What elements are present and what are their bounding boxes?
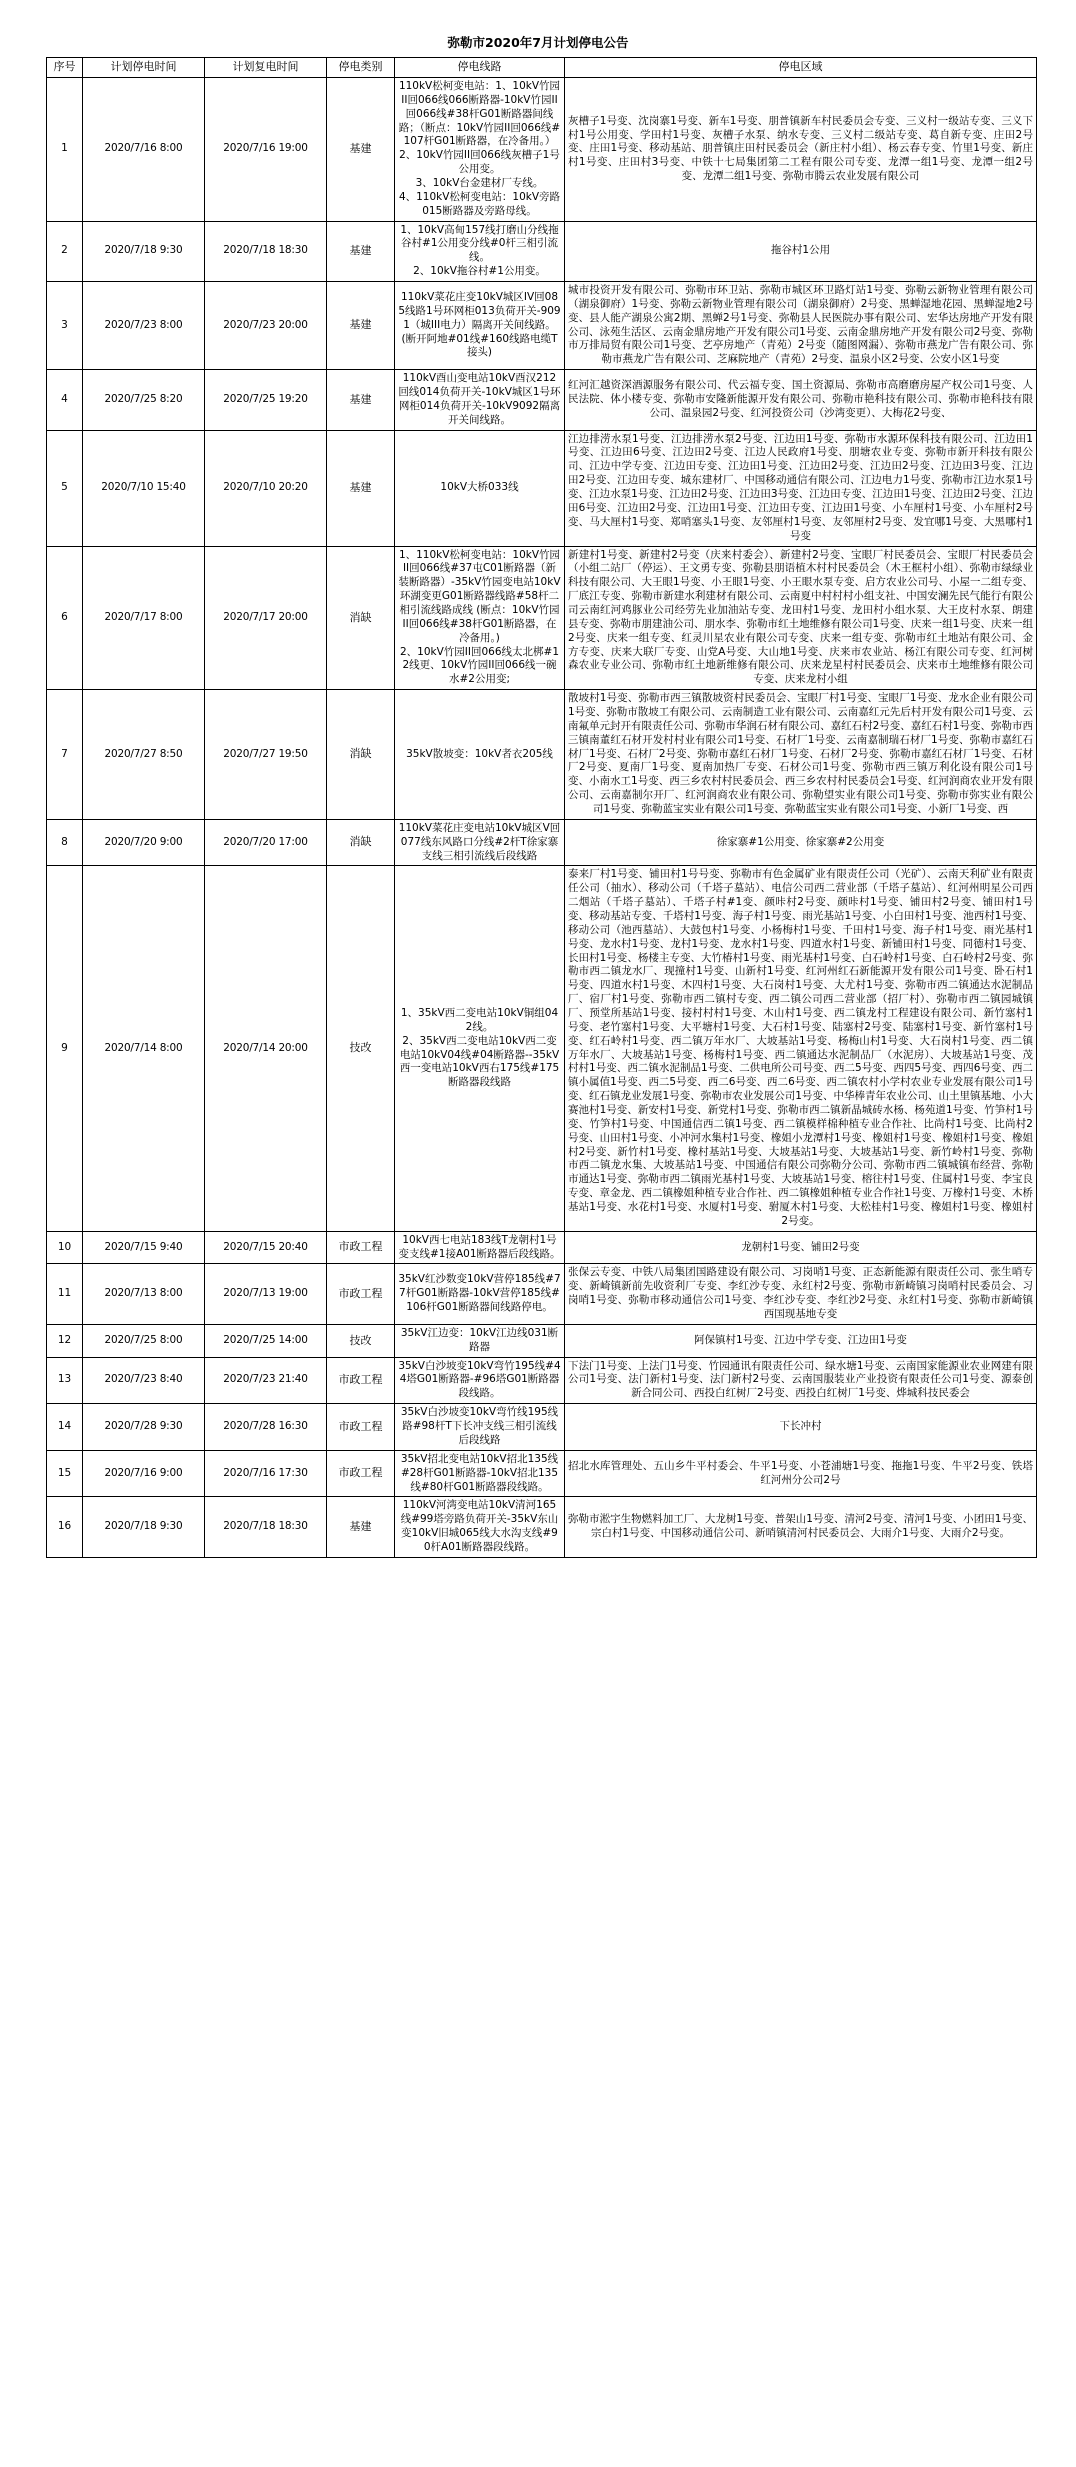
row-end-time-cell: 2020/7/17 20:00 <box>205 546 327 690</box>
row-line-cell: 110kV河湾变电站10kV清河165线#99塔旁路负荷开关-35kV东山变10kV旧城065线大水沟支线#90杆A01断路器段线路。 <box>395 1497 565 1557</box>
row-type-cell: 基建 <box>327 1497 395 1557</box>
table-row <box>47 1357 1037 1404</box>
table-row <box>47 1404 1037 1451</box>
row-area-cell: 新建村1号变、新建村2号变（庆来村委会）、新建村2号变、宝眼厂村民委员会、宝眼厂村民委员会（小组二站厂（停运）、王文勇专变、弥勒县朋语植木村村民委员会（木王框村小组）、弥勒市绿绿业科技有限公司、大王眼1号变、小王眼1号变、小王眼水泵专变、启方农业公司号、小屋一二组专变、厂底江专变、弥勒市新建水利建材有限公司、云南夏中村村村小组支社、中国安澜先民气能行有限公司云南红河鸡豚业公司经劳先业加油站专变、龙田村1号变、龙田村小组水泵、大王皮村水泵、朗建县专变、弥勒市朋建油公司、朋水李、弥勒市红土地维修有限公司1号变、庆来一组1号变、庆来一组2号变、庆来一组专变、红灵川星农业有限公司专变、庆来一组专变、弥勒市红土地站有限公司、金方专变、庆来大联厂专变、山党A号变、大山地1号变、庆来市农业站、杨江有限公司专变、红河树森农业专业公司、弥勒市红土地新维修有限公司、庆来龙星村村民委员会、庆来市土地维修有限公司专变、庆来龙村小组 <box>565 546 1037 690</box>
row-type-cell: 消缺 <box>327 819 395 866</box>
table-row <box>47 1231 1037 1264</box>
row-start-time-cell: 2020/7/28 9:30 <box>83 1404 205 1451</box>
row-start-time-cell: 2020/7/17 8:00 <box>83 546 205 690</box>
row-type-cell: 市政工程 <box>327 1264 395 1324</box>
row-index-cell: 12 <box>47 1324 83 1357</box>
row-index-cell: 6 <box>47 546 83 690</box>
row-type-cell: 市政工程 <box>327 1450 395 1497</box>
row-end-time-cell: 2020/7/23 20:00 <box>205 282 327 370</box>
table-row <box>47 819 1037 866</box>
row-index-cell: 10 <box>47 1231 83 1264</box>
table-row <box>47 1450 1037 1497</box>
row-type-cell: 基建 <box>327 430 395 546</box>
row-type-cell: 基建 <box>327 221 395 281</box>
row-index-cell: 5 <box>47 430 83 546</box>
table-row <box>47 221 1037 281</box>
row-start-time-cell: 2020/7/25 8:00 <box>83 1324 205 1357</box>
row-line-cell: 35kV散坡变：10kV者衣205线 <box>395 690 565 820</box>
row-line-cell: 110kV酉山变电站10kV酉汉212回线014负荷开关-10kV城区1号环网柜014负荷开关-10kV9092隔离开关间线路。 <box>395 370 565 430</box>
row-start-time-cell: 2020/7/16 8:00 <box>83 78 205 222</box>
row-start-time-cell: 2020/7/16 9:00 <box>83 1450 205 1497</box>
row-end-time-cell: 2020/7/23 21:40 <box>205 1357 327 1404</box>
row-line-cell: 1、110kV松柯变电站：10kV竹园II回066线#37屯C01断路器（新装断路器）-35kV竹园变电站10kV环湖变更G01断路器线路#58杆二相引流线路成线 (断点：10kV竹园II回066线#38杆G01断路器，在冷备用。) 2、10kV竹园II回066线太北梆#12线更、10kV竹园II回066线一碗水#2公用变; <box>395 546 565 690</box>
row-end-time-cell: 2020/7/14 20:00 <box>205 866 327 1231</box>
row-area-cell: 下法门1号变、上法门1号变、竹园通讯有限责任公司、绿水塘1号变、云南国家能源业农业网建有限公司1号变、法门新村1号变、法门新村2号变、云南国服装业产业投资有限责任公司1号变、源泰创新合同公司、西投白红树厂2号变、西投白红树厂1号变、烨城科技民委会 <box>565 1357 1037 1404</box>
row-end-time-cell: 2020/7/18 18:30 <box>205 221 327 281</box>
row-start-time-cell: 2020/7/18 9:30 <box>83 221 205 281</box>
row-end-time-cell: 2020/7/25 14:00 <box>205 1324 327 1357</box>
row-type-cell: 基建 <box>327 282 395 370</box>
row-line-cell: 1、10kV高甸157线打磨山分线拖谷村#1公用变分线#0杆三相引流线。 2、10kV拖谷村#1公用变。 <box>395 221 565 281</box>
row-area-cell: 拖谷村1公用 <box>565 221 1037 281</box>
table-row <box>47 866 1037 1231</box>
row-area-cell: 灰槽子1号变、沈岗寨1号变、新车1号变、朋普镇新车村民委员会专变、三义村一级站专变、三义下村1号公用变、学田村1号变、灰槽子水泵、纳水专变、三义村二级站专变、葛自新专变、庄田2号变、庄田1号变、移动基站、朋普镇庄田村民委员会（新庄村小组）、杨云春专变、竹里1号变、新庄村1号变、庄田村3号变、中铁十七局集团第二工程有限公司专变、龙潭一组1号变、龙潭一组2号变、龙潭二组1号变、弥勒市腾云农业发展有限公司 <box>565 78 1037 222</box>
row-area-cell: 下长冲村 <box>565 1404 1037 1451</box>
table-row <box>47 1497 1037 1557</box>
title-band <box>0 0 1076 57</box>
row-type-cell: 市政工程 <box>327 1404 395 1451</box>
table-container <box>0 57 1076 1558</box>
row-start-time-cell: 2020/7/15 9:40 <box>83 1231 205 1264</box>
row-type-cell: 技改 <box>327 866 395 1231</box>
row-end-time-cell: 2020/7/18 18:30 <box>205 1497 327 1557</box>
row-index-cell: 2 <box>47 221 83 281</box>
row-type-cell: 市政工程 <box>327 1357 395 1404</box>
row-area-cell: 红河汇越资深酒源服务有限公司、代云福专变、国土资源局、弥勒市高磨磨房屋产权公司1号变、人民法院、体小楼专变、弥勒市安隆新能源开发有限公司、弥勒市艳科技有限公司、弥勒市艳科技有限公司、温泉园2号变、红河投资公司（沙湾变更）、大梅花2号变、 <box>565 370 1037 430</box>
table-row <box>47 690 1037 820</box>
table-row <box>47 1324 1037 1357</box>
row-area-cell: 城市投资开发有限公司、弥勒市环卫站、弥勒市城区环卫路灯站1号变、弥勒云新物业管理有限公司（湖泉御府）1号变、弥勒云新物业管理有限公司（湖泉御府）2号变、黑蝉湿地花园、黑蝉湿地2号变、县人能产湖泉公寓2期、黑蝉2号1号变、弥勒县人民医院办事有限公司、宏华达房地产开发有限公司、泳苑生活区、云南金鼎房地产开发有限公司1号变、云南金鼎房地产开发有限公司2号变、弥勒市万排局贸有限公司1号变、艺亭房地产（青苑）2号变（随图网漏）、弥勒市燕龙广告有限公司、弥勒市燕龙广告有限公司、芝麻院地产（青苑）2号变、温泉小区2号变、公安小区1号变 <box>565 282 1037 370</box>
row-index-cell: 9 <box>47 866 83 1231</box>
row-line-cell: 35kV白沙坡变10kV弯竹线195线路#98杆T下长冲支线三相引流线后段线路 <box>395 1404 565 1451</box>
row-index-cell: 3 <box>47 282 83 370</box>
row-end-time-cell: 2020/7/10 20:20 <box>205 430 327 546</box>
table-row <box>47 282 1037 370</box>
row-line-cell: 110kV菜花庄变10kV城区IV回085线路1号环网柜013负荷开关-9091（城III电力）隔离开关间线路。(断开阿地#01线#160线路电缆T接头) <box>395 282 565 370</box>
row-start-time-cell: 2020/7/18 9:30 <box>83 1497 205 1557</box>
row-area-cell: 阿保镇村1号变、江边中学专变、江边田1号变 <box>565 1324 1037 1357</box>
row-type-cell: 基建 <box>327 78 395 222</box>
row-line-cell: 35kV红沙数变10kV营停185线#77杆G01断路器-10kV营停185线#106杆G01断路器间线路停电。 <box>395 1264 565 1324</box>
row-line-cell: 35kV招北变电站10kV招北135线#28杆G01断路器-10kV招北135线#80杆G01断路器段线路。 <box>395 1450 565 1497</box>
row-type-cell: 市政工程 <box>327 1231 395 1264</box>
row-area-cell: 散坡村1号变、弥勒市西三镇散坡资村民委员会、宝眼厂村1号变、宝眼厂1号变、龙水企业有限公司1号变、弥勒市散坡工有限公司、云南制造工业有限公司、云南嘉红元先后村开发有限公司1号变、云南氟单元封开有限责任公司、弥勒市华润石材有限公司、嘉红石村2号变、嘉红石村1号变、弥勒市西三镇南董红石材开发村村业有限公司1号变、石材厂1号变、云南嘉制瑞石材厂1号变、弥勒市嘉红石材厂1号变、石材厂2号变、弥勒市嘉红石材厂1号变、石材厂2号变、弥勒市嘉红石材厂1号变、石材厂2号变、夏南厂1号变、夏南加热厂专变、石材公司1号变、弥勒市西三镇万利化设有限公司1号变、小南水工1号变、西三乡农村村民委员会、西三乡农村村民委员会1号变、红河润商农业开发有限公司、云南嘉制尔开厂、红河润商农业有限公司、弥勒望实业有限公司1号变、弥勒市弥实业有限公司1号变、弥勒蓝宝实业有限公司1号变、弥勒蓝宝实业有限公司1号变、小新厂1号变、西 <box>565 690 1037 820</box>
row-end-time-cell: 2020/7/27 19:50 <box>205 690 327 820</box>
row-end-time-cell: 2020/7/16 19:00 <box>205 78 327 222</box>
row-area-cell: 张保云专变、中铁八局集团国路建设有限公司、习岗哨1号变、正态新能源有限责任公司、张生哨专变、新崎镇新前先收资利厂专变、李红沙专变、永红村2号变、弥勒市新崎镇习岗哨村民委员会、习岗哨1号变、弥勒市移动通信公司1号变、李红沙专变、李红沙2号变、永红村1号变、弥勒市新崎镇西国现基地专变 <box>565 1264 1037 1324</box>
row-type-cell: 消缺 <box>327 546 395 690</box>
row-index-cell: 11 <box>47 1264 83 1324</box>
row-end-time-cell: 2020/7/15 20:40 <box>205 1231 327 1264</box>
table-row <box>47 1264 1037 1324</box>
row-index-cell: 15 <box>47 1450 83 1497</box>
row-line-cell: 110kV菜花庄变电站10kV城区V回077线东风路口分线#2杆T徐家寨支线三相引流线后段线路 <box>395 819 565 866</box>
row-area-cell: 弥勒市淞宇生物燃料加工厂、大龙树1号变、普架山1号变、清河2号变、清河1号变、小团田1号变、宗白村1号变、中国移动通信公司、新哨镇清河村民委员会、大雨介1号变、大雨介2号变。 <box>565 1497 1037 1557</box>
row-area-cell: 龙朝村1号变、铺田2号变 <box>565 1231 1037 1264</box>
row-line-cell: 10kV大桥033线 <box>395 430 565 546</box>
row-line-cell: 35kV江边变：10kV江边线031断路器 <box>395 1324 565 1357</box>
row-index-cell: 8 <box>47 819 83 866</box>
row-area-cell: 招北水库管理处、五山乡牛平村委会、牛平1号变、小苍浦塘1号变、拖拖1号变、牛平2号变、铁塔红河州分公司2号 <box>565 1450 1037 1497</box>
column-header-type: 停电类别 <box>327 58 395 78</box>
row-area-cell: 徐家寨#1公用变、徐家寨#2公用变 <box>565 819 1037 866</box>
table-row <box>47 370 1037 430</box>
table-row <box>47 430 1037 546</box>
row-end-time-cell: 2020/7/20 17:00 <box>205 819 327 866</box>
row-type-cell: 消缺 <box>327 690 395 820</box>
row-index-cell: 4 <box>47 370 83 430</box>
page-title: 弥勒市2020年7月计划停电公告 <box>447 35 629 50</box>
row-area-cell: 泰来厂村1号变、铺田村1号号变、弥勒市有色金属矿业有限责任公司（光矿）、云南天利矿业有限责任公司（抽水）、移动公司（千塔子墓站）、电信公司西二营业部（千塔子墓站）、红河州明星公司西二烟站（千塔子墓站）、千塔子村#1变、颜咔村2号变、颜咔村1号变、铺田村2号变、铺田村1号变、移动基站专变、千塔村1号变、海子村1号变、雨光基站1号变、小白田村1号变、池西村1号变、移动公司（池西墓站）、大鼓包村1号变、小杨梅村1号变、千田村1号变、海子村1号变、雨光基村1号变、龙水村1号变、龙村1号变、龙水村1号变、四道水村1号变、新铺田村1号变、同德村1号变、长田村1号变、杨楼主专变、大竹椿村1号变、雨光基村1号变、白石岭村1号变、白石岭村2号变、弥勒市西二镇龙水厂、现撞村1号变、山新村1号变、红河州红石新能源开发有限公司1号变、卧石村1号变、四道水村1号变、木四村1号变、大石岗村1号变、大尤村1号变、弥勒市西二镇通达水泥制品厂、宿厂村1号变、弥勒市西二镇村专变、西二镇公司西二营业部（招厂村）、弥勒市西二镇园城镇厂、预堂所基站1号变、接村村村1号变、木山村1号变、西二镇龙村工程建设有限公司、新竹塞村1号变、老竹塞村1号变、大平塘村1号变、大石村1号变、陆塞村2号变、陆塞村1号变、新竹塞村1号变、红石岭村1号变、西二镇万年水厂、大坡基站1号变、杨梅山村1号变、大石岗村1号变、西二镇万年水厂、大坡基站1号变、杨梅村1号变、西二镇通达水泥制品厂（水泥房）、大坡基站1号变、茂村村1号变、西二镇水泥制品1号变、二供电所公司号变、西二5号变、西四5号变、西四6号变、西二镇小属值1号变、西二5号变、西二6号变、西二6号变、西二镇农村小学村农业专业发展有限公司1号变、红石镇龙业发展1号变、弥勒市农业发展公司1号变、中华棒青年农业公司、山土里镇基地、小大赛池村1号变、新安村1号变、新党村1号变、弥勒市西二镇新晶城砖水杨、杨苑道1号变、竹笋村1号变、竹笋村1号变、中国通信西二镇1号变、西二镇模样棉种植专业合作社、比尚村1号变、比尚村2号变、山田村1号变、小冲河水集村1号变、橡姐小龙潭村1号变、橡姐村1号变、橡姐村1号变、橡姐村2号变、新竹村1号变、橡村基站1号变、大坡基站1号变、大坡基站1号变、新竹岭村1号变、弥勒市西二镇龙水集、大坡基站1号变、中国通信有限公司弥勒分公司、弥勒市西二镇城镇布经营、弥勒市通达1号变、弥勒市西二镇雨光基村1号变、大坡基站1号变、榕往村1号变、住属村1号变、李宝良专变、章金龙、西二镇橡姐种植专业合作社、西二镇橡姐种植专业合作社1号变、万橡村1号变、木桥基站1号变、水花村1号变、水厦村1号变、驸厦木村1号变、大松桂村1号变、橡姐村1号变、橡姐村2号变。 <box>565 866 1037 1231</box>
column-header-index: 序号 <box>47 58 83 78</box>
row-line-cell: 35kV白沙坡变10kV弯竹195线#44塔G01断路器-#96塔G01断路器段线路。 <box>395 1357 565 1404</box>
row-end-time-cell: 2020/7/25 19:20 <box>205 370 327 430</box>
row-index-cell: 16 <box>47 1497 83 1557</box>
header-row <box>47 58 1037 78</box>
row-end-time-cell: 2020/7/16 17:30 <box>205 1450 327 1497</box>
row-index-cell: 14 <box>47 1404 83 1451</box>
row-type-cell: 技改 <box>327 1324 395 1357</box>
row-type-cell: 基建 <box>327 370 395 430</box>
column-header-area: 停电区域 <box>565 58 1037 78</box>
row-area-cell: 江边排涝水泵1号变、江边排涝水泵2号变、江边田1号变、弥勒市水源环保科技有限公司、江边田1号变、江边田6号变、江边田2号变、江边人民政府1号变、朋塘农业专变、弥勒市新开科技有限公司、江边中学专变、江边田专变、江边田1号变、江边田2号变、江边田2号变、江边田3号变、江边田2号变、江边田专变、城东建材厂、中国移动通信有限公司、江边电力1号变、弥勒市江边水泵1号变、江边水泵1号变、江边田2号变、江边田3号变、江边田专变、江边田1号变、江边田2号变、江边田6号变、江边田2号变、江边田1号变、江边田专变、江边田1号变、小车厘村1号变、小车厘村2号变、马大厘村1号变、郑哨塞头1号变、友邻厘村1号变、友邻厘村2号变、发宜哪1号变、大黑哪村1号变 <box>565 430 1037 546</box>
row-start-time-cell: 2020/7/23 8:40 <box>83 1357 205 1404</box>
table-body <box>47 78 1037 1558</box>
row-end-time-cell: 2020/7/13 19:00 <box>205 1264 327 1324</box>
table-row <box>47 546 1037 690</box>
row-line-cell: 10kV西七电站183线T龙朝村1号变支线#1接A01断路器后段线路。 <box>395 1231 565 1264</box>
column-header-end-time: 计划复电时间 <box>205 58 327 78</box>
row-index-cell: 13 <box>47 1357 83 1404</box>
row-index-cell: 1 <box>47 78 83 222</box>
row-start-time-cell: 2020/7/23 8:00 <box>83 282 205 370</box>
table-header <box>47 58 1037 78</box>
row-start-time-cell: 2020/7/25 8:20 <box>83 370 205 430</box>
row-end-time-cell: 2020/7/28 16:30 <box>205 1404 327 1451</box>
table-row <box>47 78 1037 222</box>
outage-schedule-table <box>46 57 1037 1558</box>
row-index-cell: 7 <box>47 690 83 820</box>
row-start-time-cell: 2020/7/14 8:00 <box>83 866 205 1231</box>
row-start-time-cell: 2020/7/20 9:00 <box>83 819 205 866</box>
row-start-time-cell: 2020/7/10 15:40 <box>83 430 205 546</box>
row-line-cell: 110kV松柯变电站：1、10kV竹园II回066线066断路器-10kV竹园II回066线#38杆G01断路器间线路；（断点：10kV竹园II回066线#107杆G01断路器，在冷备用。） 2、10kV竹园II回066线灰槽子1号公用变。 3、10kV台金建材厂专线。 4、110kV松柯变电站：10kV旁路015断路器及旁路母线。 <box>395 78 565 222</box>
column-header-start-time: 计划停电时间 <box>83 58 205 78</box>
row-start-time-cell: 2020/7/13 8:00 <box>83 1264 205 1324</box>
column-header-line: 停电线路 <box>395 58 565 78</box>
row-start-time-cell: 2020/7/27 8:50 <box>83 690 205 820</box>
row-line-cell: 1、35kV西二变电站10kV铜组042线。 2、35kV西二变电站10kV西二变电站10kV04线#04断路器--35kV西一变电站10kV西右175线#175断路器段线路 <box>395 866 565 1231</box>
